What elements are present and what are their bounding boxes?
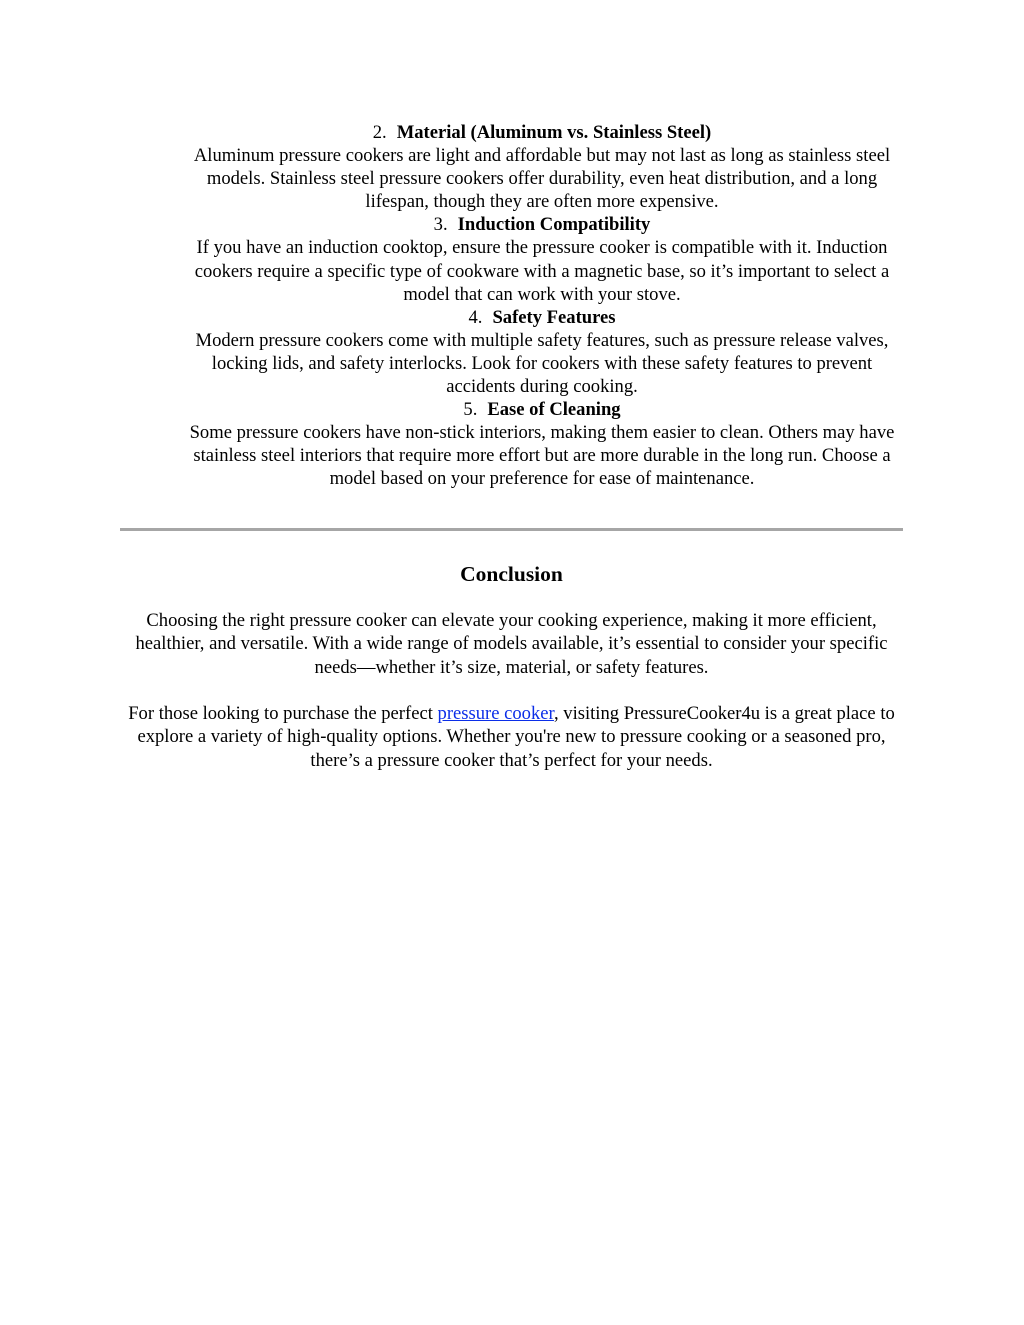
purchase-paragraph-tail: , visiting PressureCooker4u is a great place to explore a variety of high-quality options. Whether you're new to pressure cooking or a seasoned pro, there’s a pressure cooker that’s perfect for your needs. [137,703,895,771]
feature-list [180,121,904,491]
list-item-title: Material (Aluminum vs. Stainless Steel) [396,122,712,143]
list-item-number: 4. [468,306,483,328]
purchase-paragraph [117,702,906,772]
list-item-body: Some pressure cookers have non-stick interiors, making them easier to clean. Others may have stainless steel interiors that require more effort but are more durable in the long run. Choose a model based on your preference for ease of maintenance. [189,422,895,490]
conclusion-paragraph: Choosing the right pressure cooker can elevate your cooking experience, making it more efficient, healthier, and versatile. With a wide range of models available, it’s essential to consider your specific needs—whether it’s size, material, or safety features. [135,610,888,678]
horizontal-divider [120,528,903,531]
list-item-number: 2. [372,122,387,143]
purchase-paragraph-lead: For those looking to purchase the perfect [128,703,438,724]
list-item-body: If you have an induction cooktop, ensure the pressure cooker is compatible with it. Induction cookers require a specific type of cookware with a magnetic base, so it’s important to select a model that can work with your stove. [194,237,890,305]
list-item-number: 3. [433,214,448,236]
list-item [180,121,904,213]
list-item-body: Modern pressure cookers come with multiple safety features, such as pressure release valves, locking lids, and safety interlocks. Look for cookers with these safety features to prevent accidents during cooking. [195,329,889,398]
list-item-heading [180,398,904,421]
list-item-body: Aluminum pressure cookers are light and affordable but may not last as long as stainless steel models. Stainless steel pressure cookers offer durability, even heat distribution, and a long lifespan, though they are often more expensive. [193,145,891,213]
list-item-title: Induction Compatibility [457,214,651,236]
conclusion-heading: Conclusion [460,562,563,586]
list-item [180,306,904,398]
list-item-title: Ease of Cleaning [487,399,621,421]
list-item [180,213,904,305]
list-item-title: Safety Features [492,306,616,328]
list-item-heading [180,306,904,329]
list-item [180,398,904,490]
list-item-number: 5. [463,399,478,421]
list-item-heading [180,213,904,236]
pressure-cooker-link[interactable]: pressure cooker [437,703,554,724]
list-item-heading [180,121,904,144]
